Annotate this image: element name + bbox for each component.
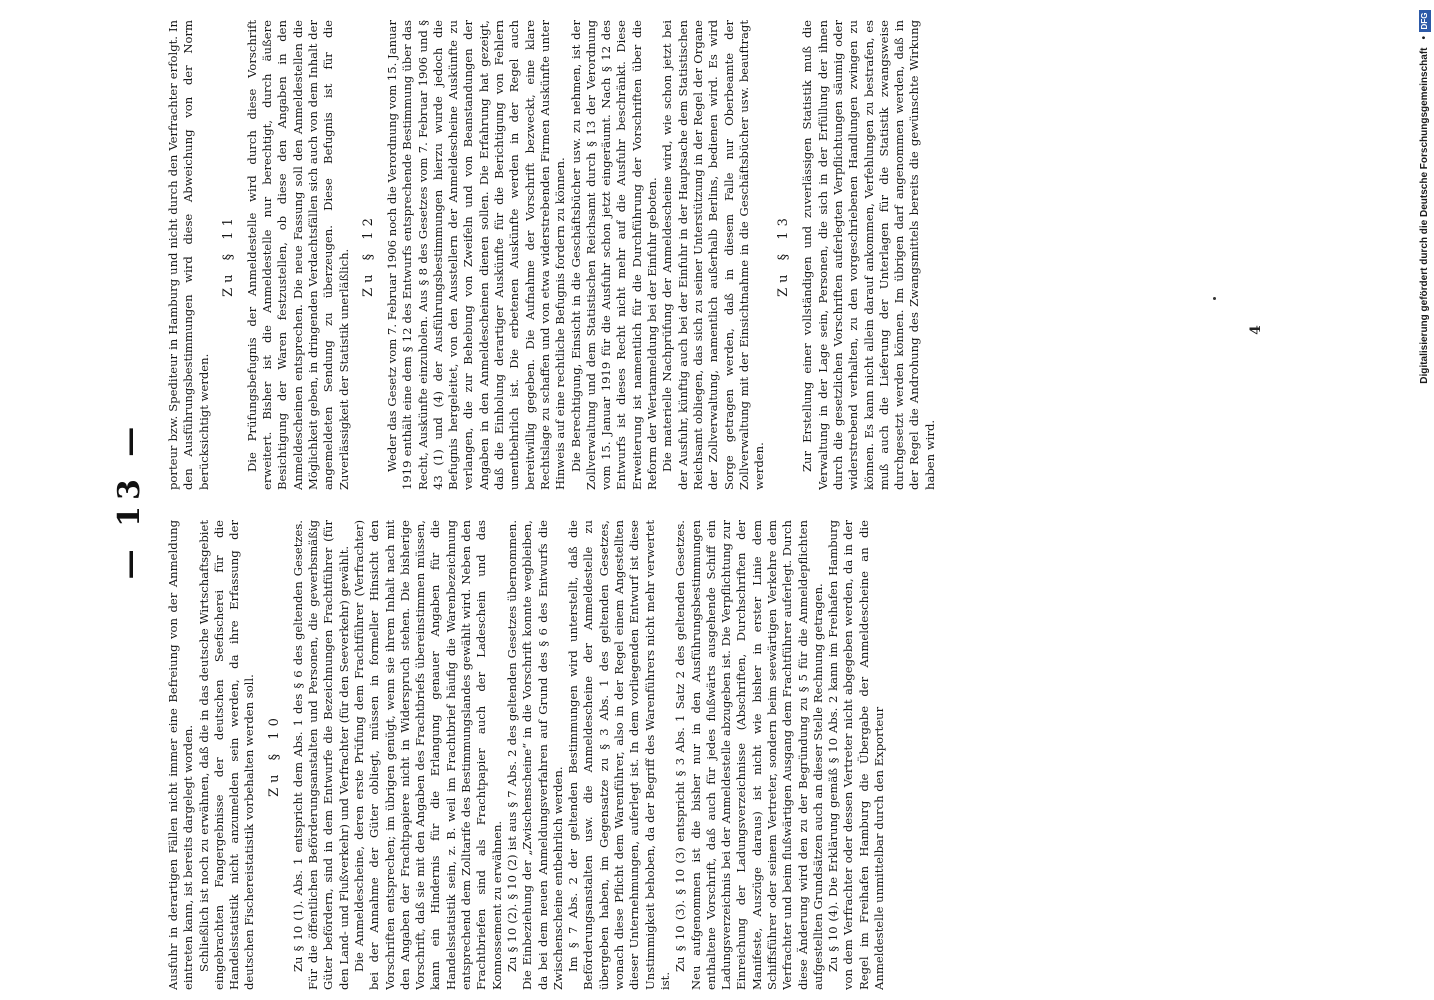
paragraph: Zu § 10 (1). Abs. 1 entspricht dem Abs. 1 des § 6 des geltenden Gesetzes. Für die öffentlichen Beförderungsanstalten und Personen, die gewerbsmäßig Güter befördern, sind in dem Entwurfe die Bezeichnungen Frachtführer (für den Land- und Flußverkehr) und Verfrachter (für den Seeverkehr) gewählt. [290,520,351,990]
left-column [166,520,1276,990]
paragraph: Zu § 10 (2). § 10 (2) ist aus § 7 Abs. 2 des geltenden Gesetzes übernommen. Die Einbeziehung der „Zwischenscheine“ in die Vorschrift konnte wegbleiben, da bei dem neuen Anmeldungsverfahren auf Grund des § 6 des Entwurfs die Zwischenscheine entbehrlich werden. [504,520,565,990]
right-column [166,20,1276,490]
paragraph: Zur Erstellung einer vollständigen und zuverlässigen Statistik muß die Verwaltung in der Lage sein, Personen, die sich in der Erfüllung der ihnen durch die gesetzlichen Vorschriften auferlegten Verpflichtungen säumig oder widerstrebend verhalten, zu den vorgeschriebenen Handlungen zwingen zu können. Es kann nicht allein darauf ankommen, Verfehlungen zu bestrafen, es muß auch die Lieferung der Unterlagen für die Statistik zwangsweise durchgesetzt werden können. Im übrigen darf angenommen werden, daß in der Regel die Androhung des Zwangsmittels bereits die gewünschte Wirkung haben wird. [800,20,937,490]
dfg-logo-icon: DFG [1419,10,1431,32]
credit-text: Digitalisierung gefördert durch die Deutsche Forschungsgemeinschaft [1419,47,1430,384]
section-heading: Zu § 11 [220,213,236,297]
print-speck [1213,297,1216,300]
paragraph: Die Anmeldescheine, deren erste Prüfung dem Frachtführer (Verfrachter) bei der Annahme der Güter obliegt, müssen in formeller Hinsicht den Vorschriften entsprechen; im übrigen genügt, wenn sie ihrem Inhalt nach mit den Angaben der Frachtpapiere nicht in Widerspruch stehen. Die bisherige Vorschrift, daß sie mit den Angaben des Frachtbriefs übereinstimmen müssen, kann ein Hindernis für die Erlangung genauer Angaben für die Handelsstatistik sein, z. B. weil im Frachtbrief häufig die Warenbezeichnung entsprechend dem Zolltarife des Bestimmungslandes gewählt wird. Neben den Frachtbriefen sind als Frachtpapier auch der Ladeschein und das Konnossement zu erwähnen. [351,520,504,990]
credit-separator: • [1419,36,1430,40]
paragraph: Zu § 10 (3). § 10 (3) entspricht § 3 Abs. 1 Satz 2 des geltenden Gesetzes. Neu aufgenommen ist die bisher nur in den Ausführungsbestimmungen enthaltene Vorschrift, daß auch für jedes flußwärts ausgehende Schiff ein Ladungsverzeichnis bei der Anmeldestelle abzugeben ist. Die Verpflichtung zur Einreichung der Ladungsverzeichnisse (Abschriften, Durchschriften der Manifeste, Auszüge daraus) ist nicht wie bisher in erster Linie dem Schiffsführer oder seinem Vertreter, sondern beim seewärtigen Verkehre dem Verfrachter und beim flußwärtigen Ausgang dem Frachtführer auferlegt. Durch diese Änderung wird den zu der Begründung zu § 5 für die Anmeldepflichten aufgestellten Grundsätzen auch an dieser Stelle Rechnung getragen. [673,520,825,990]
rotated-document-page [100,0,1300,1000]
paragraph: Schließlich ist noch zu erwähnen, daß die in das deutsche Wirtschaftsgebiet eingebrachten Fangergebnisse der deutschen Seefischerei für die Handelsstatistik nicht anzumelden sein werden, da ihre Erfassung der deutschen Fischereistatistik vorbehalten werden soll. [196,520,257,990]
section-heading: Zu § 13 [776,213,792,297]
section-heading: Zu § 12 [360,213,376,297]
digitization-credit [1417,0,1433,1000]
paragraph: Im § 7 Abs. 2 der geltenden Bestimmungen wird unterstellt, daß die Beförderungsanstalten usw. die Anmeldescheine der Anmeldestelle zu übergeben haben, im Gegensatze zu § 3 Abs. 1 des geltenden Gesetzes, wonach diese Pflicht dem Warenführer, also in der Regel einem Angestellten dieser Unternehmungen, auferlegt ist. In dem vorliegenden Entwurf ist diese Unstimmigkeit behoben, da der Begriff des Warenführers nicht mehr verwertet ist. [566,520,672,990]
paragraph: Ausfuhr in derartigen Fällen nicht immer eine Befreiung von der Anmeldung eintreten kann, ist bereits dargelegt worden. [166,520,196,990]
section-heading: Zu § 10 [266,713,282,797]
paragraph: Die materielle Nachprüfung der Anmeldescheine wird, wie schon jetzt bei der Ausfuhr, künftig auch bei der Einfuhr in der Hauptsache dem Statistischen Reichsamt obliegen, das sich zu seiner Unterstützung in der Regel der Organe der Zollverwaltung, namentlich außerhalb Berlins, bedienen wird. Es wird Sorge getragen werden, daß in diesem Falle nur Oberbeamte der Zollverwaltung mit der Einsichtnahme in die Geschäftsbücher usw. beauftragt werden. [660,20,767,490]
page-header: — 13 — [112,420,147,580]
paragraph: Die Prüfungsbefugnis der Anmeldestelle wird durch diese Vorschrift erweitert. Bisher ist die Anmeldestelle nur berechtigt, durch äußere Besichtigung der Waren festzustellen, ob diese den Angaben in den Anmeldescheinen entsprechen. Die neue Fassung soll den Anmeldestellen die Möglichkeit geben, in dringenden Verdachtsfällen sich auch von dem Inhalt der angemeldeten Sendung zu überzeugen. Diese Befugnis ist für die Zuverlässigkeit der Statistik unerläßlich. [244,20,351,490]
paragraph: porteur bzw. Spediteur in Hamburg und nicht durch den Verfrachter erfolgt. In den Ausführungsbestimmungen wird diese Abweichung von der Norm berücksichtigt werden. [166,20,211,490]
paragraph: Weder das Gesetz vom 7. Februar 1906 noch die Verordnung vom 15. Januar 1919 enthält eine dem § 12 des Entwurfs entsprechende Bestimmung über das Recht, Auskünfte einzuholen. Aus § 8 des Gesetzes vom 7. Februar 1906 und § 43 (1) und (4) der Ausführungsbestimmungen hierzu wurde jedoch die Befugnis hergeleitet, von den Ausstellern der Anmeldescheine Auskünfte zu verlangen, die zur Behebung von Zweifeln und von Beanstandungen der Angaben in den Anmeldescheinen dienen sollen. Die Erfahrung hat gezeigt, daß die Einholung derartiger Auskünfte für die Berichtigung von Fehlern unentbehrlich ist. Die erbetenen Auskünfte werden in der Regel auch bereitwillig gegeben. Die Aufnahme der Vorschrift bezweckt, eine klare Rechtslage zu schaffen und von etwa widerstrebenden Firmen Auskünfte unter Hinweis auf eine rechtliche Befugnis fordern zu können. [384,20,568,490]
signature-mark: 4 [1248,325,1264,335]
paragraph: Zu § 10 (4). Die Erklärung gemäß § 10 Abs. 2 kann im Freihafen Hamburg von dem Verfrachter oder dessen Vertreter nicht abgegeben werden, da in der Regel im Freihafen Hamburg die Übergabe der Anmeldescheine an die Anmeldestelle unmittelbar durch den Exporteur [826,520,887,990]
paragraph: Die Berechtigung, Einsicht in die Geschäftsbücher usw. zu nehmen, ist der Zollverwaltung und dem Statistischen Reichsamt durch § 13 der Verordnung vom 15. Januar 1919 für die Ausfuhr schon jetzt eingeräumt. Nach § 12 des Entwurfs ist dieses Recht nicht mehr auf die Ausfuhr beschränkt. Diese Erweiterung ist namentlich für die Durchführung der Vorschriften über die Reform der Wertanmeldung bei der Einfuhr geboten. [568,20,660,490]
